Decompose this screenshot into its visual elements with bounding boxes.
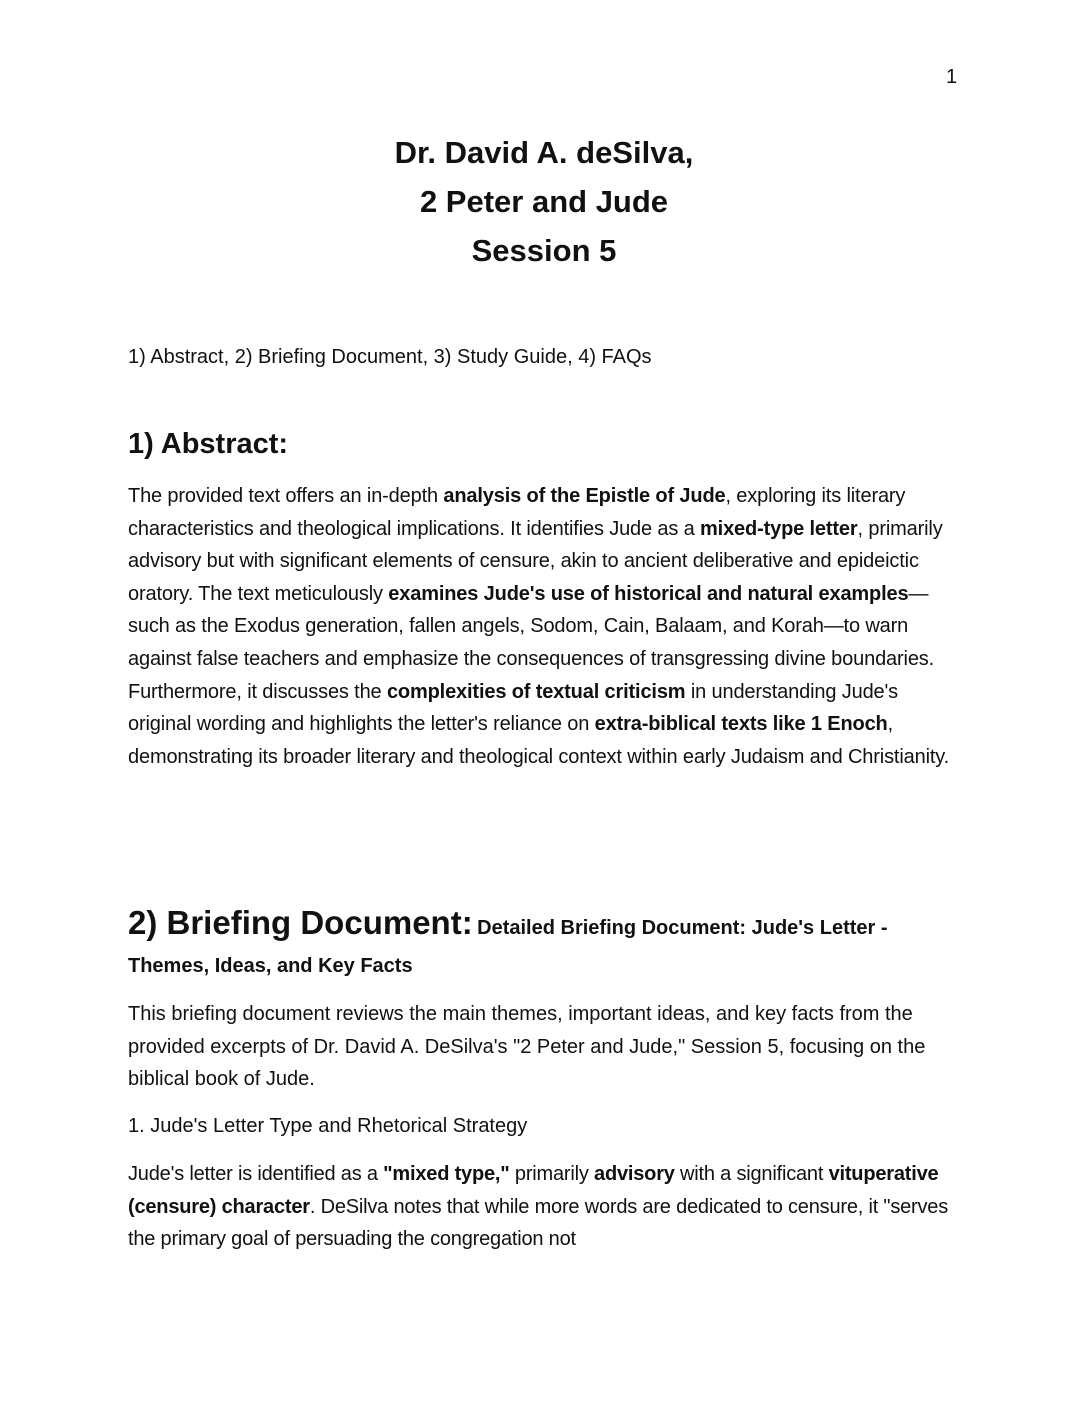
briefing-subheading-continued: Themes, Ideas, and Key Facts [128, 955, 413, 977]
abstract-emphasis: mixed-type letter [700, 517, 858, 540]
section-text: . DeSilva notes that while more words are dedicated to censure, it "serves the primary goal of persuading the congregation not [128, 1195, 949, 1251]
abstract-text: The provided text offers an in-depth [128, 485, 444, 507]
abstract-text: , primarily advisory but with significant elements of censure, akin to ancient deliberative and epideictic oratory. The text meticulously [128, 517, 943, 605]
section-1-heading: 1. Jude's Letter Type and Rhetorical Strategy [128, 1115, 528, 1137]
section-emphasis: vituperative (censure) character [128, 1163, 939, 1218]
section-emphasis: "mixed type," [383, 1163, 510, 1185]
abstract-text: , demonstrating its broader literary and theological context within early Judaism and Christianity. [128, 713, 950, 768]
section-1-paragraph [128, 1158, 958, 1256]
abstract-text: , exploring its literary characteristics and theological implications. It identifies Jude as a [128, 485, 906, 540]
section-text: Jude's letter is identified as a [128, 1163, 384, 1185]
briefing-heading-main: 2) Briefing Document: [128, 904, 473, 941]
title-session: Session 5 [471, 233, 617, 268]
abstract-text: in understanding Jude's original wording and highlights the letter's reliance on [128, 680, 899, 736]
table-of-contents: 1) Abstract, 2) Briefing Document, 3) Study Guide, 4) FAQs [128, 346, 652, 368]
document-title [0, 128, 1088, 275]
abstract-paragraph [128, 480, 958, 773]
section-emphasis: advisory [594, 1163, 675, 1185]
abstract-emphasis: extra-biblical texts like 1 Enoch [594, 713, 888, 736]
abstract-emphasis: analysis of the Epistle of Jude [443, 485, 726, 507]
briefing-subheading: Detailed Briefing Document: Jude's Letter - [477, 917, 888, 939]
section-text: with a significant [674, 1163, 829, 1185]
abstract-emphasis: complexities of textual criticism [386, 680, 686, 703]
page-number: 1 [946, 66, 958, 88]
briefing-heading [128, 903, 958, 980]
abstract-text: —such as the Exodus generation, fallen angels, Sodom, Cain, Balaam, and Korah—to warn against false teachers and emphasize the consequences of transgressing divine boundaries. Furthermore, it discusses the [128, 582, 935, 703]
title-author: Dr. David A. deSilva, [394, 135, 694, 170]
section-text: primarily [509, 1163, 595, 1185]
abstract-emphasis: examines Jude's use of historical and natural examples [388, 582, 909, 605]
abstract-heading: 1) Abstract: [128, 428, 289, 460]
briefing-intro-paragraph: This briefing document reviews the main themes, important ideas, and key facts from the provided excerpts of Dr. David A. DeSilva's "2 Peter and Jude," Session 5, focusing on the biblical book of Jude. [128, 1003, 926, 1091]
title-book: 2 Peter and Jude [419, 184, 669, 219]
